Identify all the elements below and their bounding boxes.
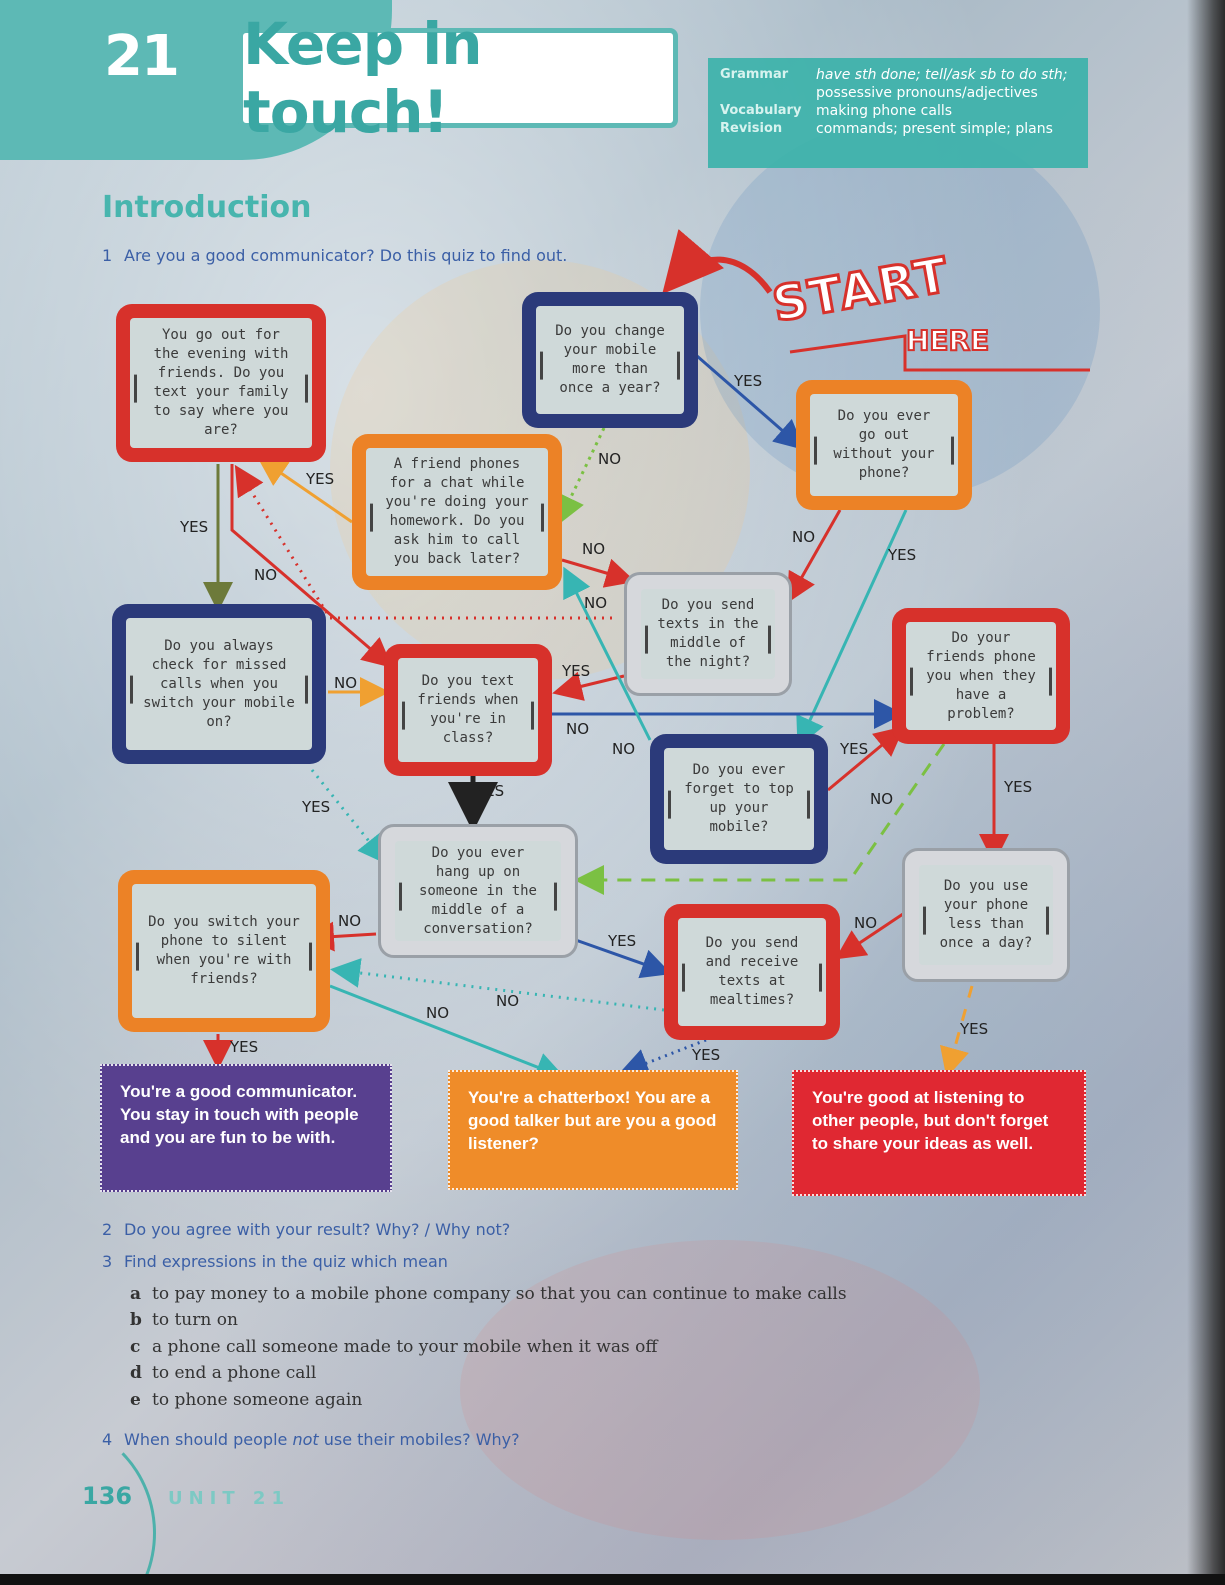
quiz-phone-hang-up <box>378 824 578 958</box>
yes-label: YES <box>180 518 209 536</box>
result-good-listener: You're good at listening to other people, but don't forget to share your ideas as well. <box>792 1070 1086 1196</box>
no-label: NO <box>496 992 520 1010</box>
unit-footer-label: UNIT 21 <box>168 1488 290 1509</box>
yes-label: YES <box>608 932 637 950</box>
quiz-question: You go out for the evening with friends. Do you text your family to say where you are? <box>130 318 312 448</box>
quiz-question: Do you send texts in the middle of the night? <box>641 589 775 679</box>
arrow-yes <box>800 510 906 742</box>
yes-label: YES <box>888 546 917 564</box>
info-label: Vocabulary <box>720 103 802 118</box>
no-label: NO <box>426 1004 450 1022</box>
question-2 <box>102 1220 510 1239</box>
no-label: NO <box>582 540 606 558</box>
result-chatterbox: You're a chatterbox! You are a good talker but are you a good listener? <box>448 1070 738 1190</box>
quiz-question: Do you use your phone less than once a day? <box>919 865 1053 965</box>
yes-label: YES <box>960 1020 989 1038</box>
quiz-phone-go-out-without <box>796 380 972 510</box>
info-value: commands; present simple; plans <box>816 121 1053 137</box>
quiz-phone-friends-problem <box>892 608 1070 744</box>
no-label: NO <box>598 450 622 468</box>
no-label: NO <box>566 720 590 738</box>
question-text: When should people <box>124 1430 293 1449</box>
quiz-question: Do you ever go out without your phone? <box>810 394 958 496</box>
sub-item-text: to end a phone call <box>152 1363 317 1383</box>
no-label: NO <box>338 912 362 930</box>
arrow-yes <box>828 730 900 790</box>
question-number: 2 <box>102 1220 113 1239</box>
quiz-question: Do you text friends when you're in class? <box>398 658 538 762</box>
arrow-yes <box>697 356 800 446</box>
no-label: NO <box>870 790 894 808</box>
sub-item-letter: e <box>130 1390 141 1410</box>
arrow-no <box>560 428 604 520</box>
quiz-question: Do you ever forget to top up your mobile? <box>664 748 814 850</box>
sub-item-letter: d <box>130 1363 142 1383</box>
yes-label: YES <box>306 470 335 488</box>
arrow-no <box>790 510 840 598</box>
page-number: 136 <box>82 1482 133 1510</box>
quiz-phone-go-out <box>116 304 326 462</box>
no-label: NO <box>584 594 608 612</box>
question-text: Are you a good communicator? Do this quiz to find out. <box>124 246 568 265</box>
quiz-question: Do you switch your phone to silent when you're with friends? <box>132 884 316 1018</box>
yes-label: YES <box>476 782 505 800</box>
sub-item-text: to phone someone again <box>152 1390 363 1410</box>
start-here-badge <box>768 246 954 334</box>
yes-label: YES <box>692 1046 721 1064</box>
quiz-question: A friend phones for a chat while you're doing your homework. Do you ask him to call you back later? <box>366 448 548 576</box>
quiz-phone-text-class <box>384 644 552 776</box>
quiz-phone-top-up <box>650 734 828 864</box>
quiz-phone-use-less <box>902 848 1070 982</box>
quiz-question: Do you change your mobile more than once a year? <box>536 306 684 414</box>
page-title: Keep in touch! <box>243 10 482 146</box>
question-text: use their mobiles? Why? <box>318 1430 520 1449</box>
result-good-communicator: You're a good communicator. You stay in touch with people and you are fun to be with. <box>100 1064 392 1192</box>
info-value: possessive pronouns/adjectives <box>816 85 1038 101</box>
question-3 <box>102 1252 448 1271</box>
sub-item <box>130 1310 238 1330</box>
quiz-question: Do your friends phone you when they have a problem? <box>906 622 1056 730</box>
question-text: Find expressions in the quiz which mean <box>124 1252 448 1271</box>
section-title: Introduction <box>102 190 312 225</box>
yes-label: YES <box>302 798 331 816</box>
no-label: NO <box>854 914 878 932</box>
quiz-phone-mealtimes <box>664 904 840 1040</box>
question-number: 4 <box>102 1430 113 1449</box>
sub-item-text: to turn on <box>152 1310 238 1330</box>
sub-item-letter: b <box>130 1310 142 1330</box>
start-label: START <box>768 246 954 334</box>
no-label: NO <box>612 740 636 758</box>
question-4 <box>102 1430 520 1449</box>
yes-label: YES <box>734 372 763 390</box>
yes-label: YES <box>840 740 869 758</box>
quiz-phone-missed-calls <box>112 604 326 764</box>
start-arrow <box>670 260 770 292</box>
no-label: NO <box>792 528 816 546</box>
quiz-phone-send-night <box>624 572 792 696</box>
quiz-phone-friend-phones <box>352 434 562 590</box>
info-label: Grammar <box>720 67 789 82</box>
sub-item <box>130 1390 362 1410</box>
yes-label: YES <box>230 1038 259 1056</box>
unit-number: 21 <box>104 24 178 89</box>
info-label: Revision <box>720 121 783 136</box>
sub-item-text: to pay money to a mobile phone company so that you can continue to make calls <box>152 1284 847 1304</box>
info-value: have sth done; tell/ask sb to do sth; <box>816 67 1068 83</box>
here-label: HERE <box>906 324 990 357</box>
quiz-phone-change-mobile <box>522 292 698 428</box>
question-emphasis: not <box>292 1430 319 1449</box>
bottom-edge <box>0 1574 1225 1585</box>
yes-label: YES <box>1004 778 1033 796</box>
sub-item-text: a phone call someone made to your mobile when it was off <box>152 1337 658 1357</box>
question-text: Do you agree with your result? Why? / Why not? <box>124 1220 511 1239</box>
info-value: making phone calls <box>816 103 953 119</box>
sub-item <box>130 1337 657 1357</box>
quiz-question: Do you send and receive texts at mealtimes? <box>678 918 826 1026</box>
arrow-no <box>562 560 630 580</box>
no-label: NO <box>334 674 358 692</box>
quiz-phone-switch-silent <box>118 870 330 1032</box>
sub-item-letter: c <box>130 1337 141 1357</box>
no-label: NO <box>254 566 278 584</box>
yes-label: YES <box>562 662 591 680</box>
arrow-no <box>330 986 560 1076</box>
sub-item-letter: a <box>130 1284 142 1304</box>
question-number: 1 <box>102 246 113 265</box>
question-number: 3 <box>102 1252 113 1271</box>
quiz-question: Do you always check for missed calls when you switch your mobile on? <box>126 618 312 750</box>
sub-item <box>130 1284 847 1304</box>
quiz-question: Do you ever hang up on someone in the middle of a conversation? <box>395 841 561 941</box>
sub-item <box>130 1363 316 1383</box>
